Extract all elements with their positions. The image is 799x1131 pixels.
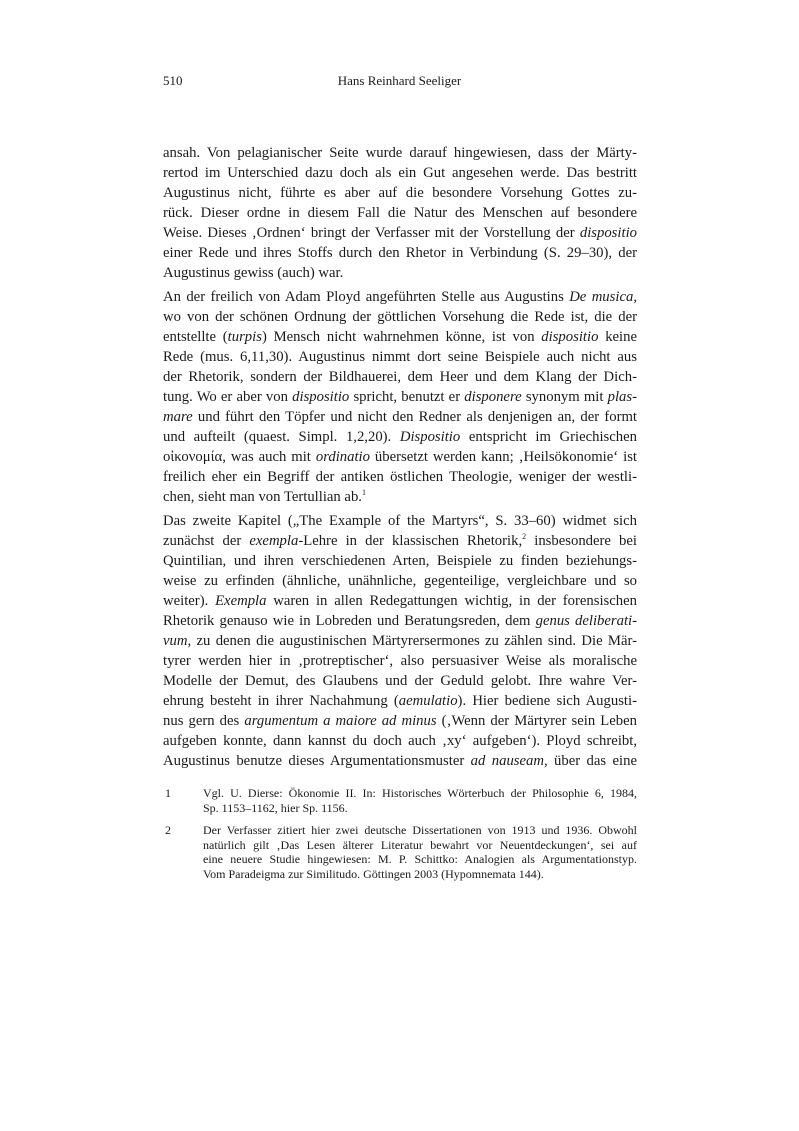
italic-term: mare (163, 409, 193, 425)
paragraph (163, 143, 637, 283)
text-run: und führt den Töpfer und nicht den Redner als denjenigen an, der formt (192, 409, 637, 425)
text-line (203, 838, 637, 853)
text-line (163, 731, 637, 751)
text-run: Quintilian, und ihren verschiedenen Arten, Beispiele zu finden beziehungs- (163, 553, 637, 569)
text-run: Rede (mus. 6,11,30). Augustinus nimmt dort seine Beispiele auch nicht aus (163, 349, 637, 365)
italic-term: vum (163, 633, 188, 649)
text-line (163, 163, 637, 183)
footnote (163, 786, 637, 815)
italic-term: Dispositio (399, 429, 461, 445)
italic-term: dispositio (541, 329, 599, 345)
text-run: , zu denen die augustinischen Märtyrersermones zu zählen sind. Die Mär- (187, 633, 637, 649)
text-line (163, 467, 637, 487)
text-run: rück. Dieser ordne in diesem Fall die Natur des Menschen auf besondere (163, 205, 637, 221)
text-run: und aufteilt (quaest. Simpl. 1,2,20). (163, 429, 400, 445)
text-line (163, 631, 637, 651)
italic-term: dispositio (579, 225, 637, 241)
italic-term: disponere (464, 389, 522, 405)
italic-term: ordinatio (315, 449, 370, 465)
page-number: 510 (163, 73, 183, 88)
text-run: ansah. Von pelagianischer Seite wurde darauf hingewiesen, dass der Märty- (163, 145, 637, 161)
italic-term: turpis (227, 329, 262, 345)
footnote-number: 2 (165, 823, 171, 838)
text-run: wo von der schönen Ordnung der göttlichen Vorsehung die Rede ist, die der (163, 309, 637, 325)
body-text (163, 143, 637, 775)
italic-term: argumentum a maiore ad minus (244, 713, 437, 729)
text-line (163, 387, 637, 407)
italic-term: ad nauseam (470, 753, 544, 769)
text-run: übersetzt werden kann; ‚Heilsökonomie‘ ist (369, 449, 637, 465)
text-line (163, 327, 637, 347)
text-run: nus gern des (163, 713, 245, 729)
text-line (203, 852, 637, 867)
text-line (203, 786, 637, 801)
text-run: , (633, 289, 637, 305)
text-line (163, 287, 637, 307)
text-run: Augustinus nicht, führte es aber auf die besondere Vorsehung Gottes zu- (163, 185, 637, 201)
footnote-reference: 1 (361, 488, 366, 497)
text-run: Vgl. U. Dierse: Ökonomie II. In: Historisches Wörterbuch der Philosophie 6, 1984, (203, 786, 637, 800)
text-run: An der freilich von Adam Ployd angeführten Stelle aus Augustins (163, 289, 570, 305)
text-run: Vom Paradeigma zur Similitudo. Göttingen 2003 (Hypomnemata 144). (203, 866, 544, 881)
text-run: entspricht im Griechischen (460, 429, 638, 445)
footnote-reference: 2 (522, 532, 527, 541)
text-run: entstellte ( (163, 329, 228, 345)
text-line (163, 263, 637, 283)
text-run: -Lehre in der klassischen Rhetorik, (298, 533, 523, 549)
text-line (163, 143, 637, 163)
text-run: einer Rede und ihres Stoffs durch den Rhetor in Verbindung (S. 29–30), der (163, 245, 637, 261)
paragraph (163, 511, 637, 771)
text-run: (‚Wenn der Märtyrer sein Leben (436, 713, 637, 729)
text-line (163, 651, 637, 671)
text-line (163, 711, 637, 731)
text-line (163, 591, 637, 611)
text-line (163, 447, 637, 467)
text-line (163, 367, 637, 387)
italic-term: Exempla (215, 593, 267, 609)
text-run: Sp. 1153–1162, hier Sp. 1156. (203, 800, 348, 815)
text-run: natürlich gilt ‚Das Lesen älterer Literatur bewahrt vor Neuentdeckungen‘, sei auf (203, 837, 637, 852)
text-run: ). Hier bediene sich Augusti- (457, 693, 637, 709)
text-line (203, 801, 637, 816)
text-run: insbesondere bei (526, 533, 637, 549)
text-line (163, 571, 637, 591)
text-run: Rhetorik genauso wie in Lobreden und Beratungsreden, dem (163, 613, 536, 629)
text-run: rertod im Unterschied dazu doch als ein Gut angesehen werde. Das bestritt (163, 165, 637, 181)
text-run: der Rhetorik, sondern der Bildhauerei, dem Heer und dem Klang der Dich- (163, 369, 637, 385)
text-line (203, 823, 637, 838)
italic-term: De musica (569, 289, 634, 305)
text-line (163, 243, 637, 263)
text-run: spricht, benutzt er (349, 389, 465, 405)
text-run: ehrung besteht in ihrer Nachahmung ( (163, 693, 399, 709)
italic-term: genus deliberati- (535, 613, 637, 629)
text-line (163, 611, 637, 631)
text-run: weise zu erfinden (ähnliche, unähnliche, gegenteilige, vergleichbare und so (163, 573, 637, 589)
text-line (163, 307, 637, 327)
italic-term: dispositio (292, 389, 350, 405)
text-run: οἰκονομία, was auch mit (163, 449, 316, 465)
text-run: aufgeben konnte, dann kannst du doch auch ‚xy‘ aufgeben‘). Ployd schreibt, (163, 733, 637, 749)
italic-term: plas- (607, 389, 637, 405)
text-line (163, 751, 637, 771)
text-run: weiter). (163, 593, 216, 609)
text-line (163, 551, 637, 571)
text-line (163, 487, 637, 507)
text-run: chen, sieht man von Tertullian ab. (163, 489, 362, 505)
text-run: tyrer werden hier in ‚protreptischer‘, also persuasiver Weise als moralische (163, 653, 637, 669)
text-run: waren in allen Redegattungen wichtig, in der forensischen (266, 593, 638, 609)
text-run: Der Verfasser zitiert hier zwei deutsche Dissertationen von 1913 und 1936. Obwohl (203, 823, 637, 838)
text-line (163, 347, 637, 367)
text-run: freilich eher ein Begriff der antiken östlichen Theologie, weniger der westli- (163, 469, 637, 485)
text-run: ) Mensch nicht wahrnehmen könne, ist von (261, 329, 542, 345)
running-head: Hans Reinhard Seeliger (337, 73, 462, 88)
text-line (163, 407, 637, 427)
text-run: Das zweite Kapitel („The Example of the Martyrs“, S. 33–60) widmet sich (163, 513, 637, 529)
text-run: Augustinus benutze dieses Argumentationsmuster (163, 753, 471, 769)
text-run: eine neuere Studie hingewiesen: M. P. Schittko: Analogien als Argumentationstyp. (203, 852, 637, 867)
text-run: zunächst der (163, 533, 250, 549)
footnote (163, 823, 637, 881)
text-run: synonym mit (521, 389, 608, 405)
text-line (163, 531, 637, 551)
text-line (163, 203, 637, 223)
text-run: Weise. Dieses ‚Ordnen‘ bringt der Verfasser mit der Vorstellung der (163, 225, 580, 241)
text-line (163, 691, 637, 711)
text-run: keine (598, 329, 637, 345)
footnote-number: 1 (165, 786, 171, 800)
text-line (203, 867, 637, 882)
text-line (163, 427, 637, 447)
text-line (163, 223, 637, 243)
italic-term: aemulatio (398, 693, 458, 709)
text-line (163, 511, 637, 531)
text-line (163, 183, 637, 203)
text-run: Modelle der Demut, des Glaubens und der Geduld gelobt. Ihre wahre Ver- (163, 673, 637, 689)
text-line (163, 671, 637, 691)
text-run: , über das eine (543, 753, 637, 769)
paragraph (163, 287, 637, 507)
italic-term: exempla (249, 533, 299, 549)
footnotes (163, 786, 637, 890)
text-run: Augustinus gewiss (auch) war. (163, 265, 344, 281)
text-run: tung. Wo er aber von (163, 389, 293, 405)
